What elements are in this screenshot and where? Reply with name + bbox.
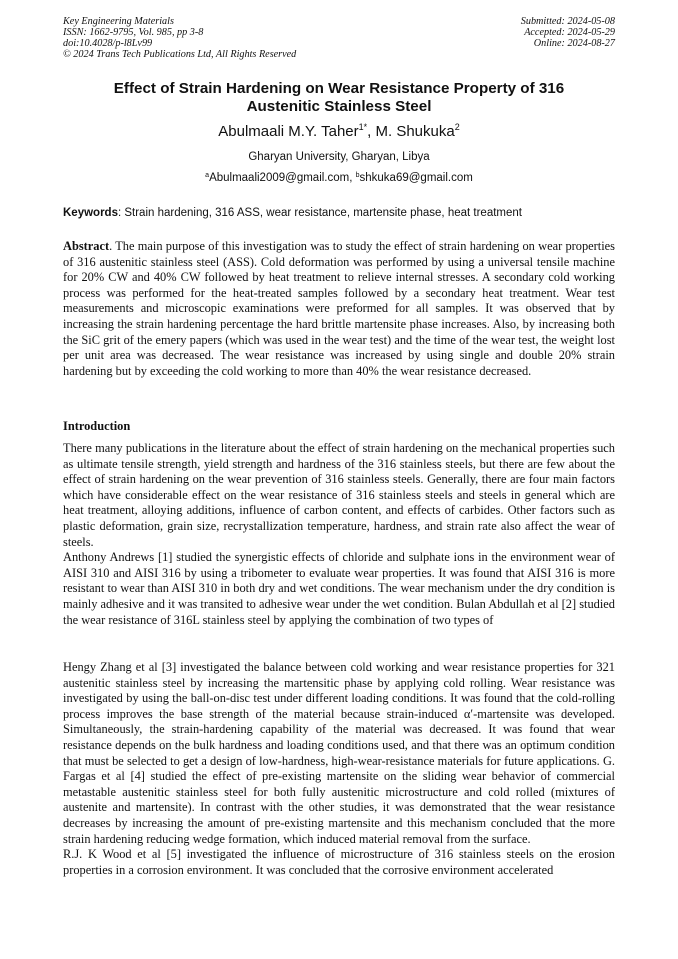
copyright-notice: © 2024 Trans Tech Publications Ltd, All Rights Reserved xyxy=(63,49,297,60)
accepted-date: Accepted: 2024-05-29 xyxy=(524,27,615,38)
paper-title xyxy=(63,80,615,116)
journal-issn: ISSN: 1662-9795, Vol. 985, pp 3-8 xyxy=(63,27,204,38)
abstract-text: . The main purpose of this investigation was to study the effect of strain hardening on wear properties of 316 austenitic stainless steel (ASS). Cold deformation was performed by using a universal tensile machine for 20% CW and 40% CW followed by heat treatment to relieve internal stresses. A secondary cold working process was performed for the heat-treated samples followed by a secondary heat treatment. Wear test measurements and microscopic examinations were preformed for all samples. It was observed that by increasing the strain hardening percentage the hard brittle martensite phase increases. Also, by increasing both the SiC grit of the emery papers (which was used in the wear test) and the time of the wear test, the weight lost per unit area was decreased. The wear resistance was increased by using single and double 20% strain hardening but by exceeding the cold working to more than 40% the wear resistance decreased. xyxy=(63,239,615,378)
review-paragraph-1: Hengy Zhang et al [3] investigated the balance between cold working and wear resistance properties for 321 austenitic stainless steel by increasing the martensitic phase by applying cold rolling. Wear resistance was investigated by using the ball-on-disc test under different loading conditions. It was found that the cold-rolling process improves the base strength of the material because strain-induced α′-martensite was developed. Simultaneously, the strain-hardening capability of the material was decreased. It was found that wear resistance depends on the bulk hardness and loading conditions used, and that there was an optimum condition that must be selected to get a design of low-hardness, high-wear-resistance materials for future applications. G. Fargas et al [4] studied the effect of pre-existing martensite on the sliding wear behavior of commercial metastable austenitic stainless steel for both fully austenitic microstructure and cold rolled (mixtures of austenite and martensite). In contrast with the other studies, it was demonstrated that the wear resistance decreases by increasing the amount of pre-existing martensite and this mechanism concluded that the more strain hardening reducing wedge formation, which induced material removal from the surface. xyxy=(63,660,615,846)
author-1-marker: 1* xyxy=(358,122,368,132)
online-date: Online: 2024-08-27 xyxy=(533,38,615,49)
review-paragraph-2: R.J. K Wood et al [5] investigated the influence of microstructure of 316 stainless steels on the erosion properties in a corrosion environment. It was concluded that the corrosive environment accelerated xyxy=(63,847,615,877)
intro-paragraph-1: There many publications in the literature about the effect of strain hardening on the mechanical properties such as ultimate tensile strength, yield strength and hardness of the 316 stainless steels, but there are few about the effect of strain hardening on the wear prevention of 316 stainless steels. Generally, there are four main factors which have considerable effect on the wear resistance of 316 stainless steels and steels in general which are heat treatment, alloying additions, influence of carbon content, and effects of carbides. Other factors such as plastic deformation, grain size, recrystallization temperature, hardness, and strain rate also affect the wear of steels. xyxy=(63,441,615,549)
author-list xyxy=(63,123,615,141)
journal-header xyxy=(63,16,296,60)
keywords-text: : Strain hardening, 316 ASS, wear resistance, martensite phase, heat treatment xyxy=(117,207,522,219)
author-1: Abulmaali M.Y. Taher xyxy=(218,123,359,140)
email-1: Abulmaali2009@gmail.com, xyxy=(209,172,356,184)
author-2-marker: 2 xyxy=(454,122,460,132)
email-1-marker: a xyxy=(205,172,210,179)
literature-review-section xyxy=(63,660,615,878)
journal-name: Key Engineering Materials xyxy=(63,16,174,27)
affiliation: Gharyan University, Gharyan, Libya xyxy=(248,151,430,163)
author-emails xyxy=(63,171,615,185)
author-separator: , xyxy=(367,123,376,140)
keywords-label: Keywords xyxy=(63,207,118,219)
journal-doi: doi:10.4028/p-l8Lv99 xyxy=(63,38,153,49)
abstract-paragraph xyxy=(63,239,615,379)
submitted-date: Submitted: 2024-05-08 xyxy=(520,16,615,27)
intro-paragraph-2: Anthony Andrews [1] studied the synergistic effects of chloride and sulphate ions in the environment wear of AISI 310 and AISI 316 by using a tribometer to evaluate wear properties. It was found that AISI 316 is more resistant to wear than AISI 310 in both dry and wet conditions. The wear mechanism under the dry condition is mainly adhesive and it was transited to adhesive wear under the wet condition. Bulan Abdullah et al [2] studied the wear resistance of 316L stainless steel by applying the combination of two types of xyxy=(63,550,615,627)
email-2: shkuka69@gmail.com xyxy=(359,172,473,184)
publication-dates xyxy=(521,16,615,49)
title-line-1: Effect of Strain Hardening on Wear Resistance Property of 316 xyxy=(113,80,565,97)
keywords xyxy=(63,206,615,220)
abstract xyxy=(63,239,615,379)
title-line-2: Austenitic Stainless Steel xyxy=(246,98,432,115)
introduction-section xyxy=(63,441,615,628)
author-2: M. Shukuka xyxy=(375,123,455,140)
email-2-marker: b xyxy=(355,172,360,179)
abstract-label: Abstract xyxy=(63,239,110,253)
introduction-heading: Introduction xyxy=(63,419,131,433)
